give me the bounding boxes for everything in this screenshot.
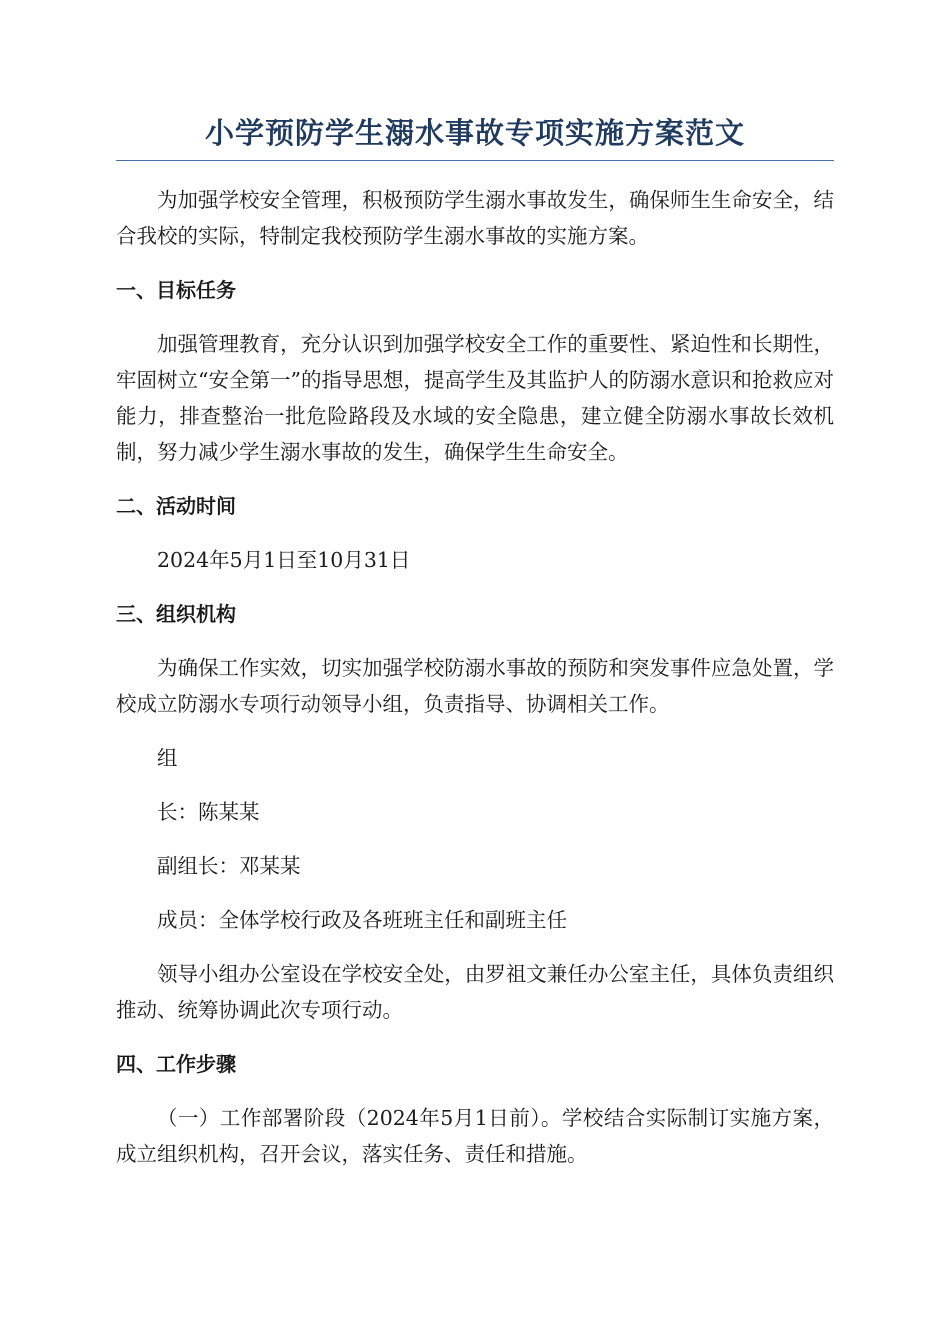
office-paragraph: 领导小组办公室设在学校安全处，由罗祖文兼任办公室主任，具体负责组织推动、统筹协调此次专项行动。: [116, 962, 834, 1022]
goals-paragraph: 加强管理教育，充分认识到加强学校安全工作的重要性、紧迫性和长期性，牢固树立“安全第一”的指导思想，提高学生及其监护人的防溺水意识和抢救应对能力，排查整治一批危险路段及水域的安全隐患，建立健全防溺水事故长效机制，努力减少学生溺水事故的发生，确保学生生命安全。: [116, 332, 834, 464]
intro-paragraph: 为加强学校安全管理，积极预防学生溺水事故发生，确保师生生命安全，结合我校的实际，特制定我校预防学生溺水事故的实施方案。: [116, 188, 834, 248]
document-title: 小学预防学生溺水事故专项实施方案范文: [116, 108, 834, 161]
section-heading-organization: 三、组织机构: [116, 602, 236, 626]
section-heading-steps: 四、工作步骤: [116, 1052, 236, 1076]
org-line-leader: 长：陈某某: [157, 800, 260, 824]
document-page: [116, 108, 834, 1172]
org-line-deputy: 副组长：邓某某: [157, 854, 301, 878]
org-line-members: 成员：全体学校行政及各班班主任和副班主任: [157, 908, 567, 932]
step1-paragraph: （一）工作部署阶段（2024年5月1日前）。学校结合实际制订实施方案，成立组织机构，召开会议，落实任务、责任和措施。: [116, 1106, 834, 1166]
time-paragraph: 2024年5月1日至10月31日: [157, 548, 411, 572]
section-heading-time: 二、活动时间: [116, 494, 236, 518]
org-line-zu: 组: [157, 746, 178, 770]
section-heading-goals: 一、目标任务: [116, 278, 236, 302]
organization-paragraph: 为确保工作实效，切实加强学校防溺水事故的预防和突发事件应急处置，学校成立防溺水专项行动领导小组，负责指导、协调相关工作。: [116, 656, 834, 716]
